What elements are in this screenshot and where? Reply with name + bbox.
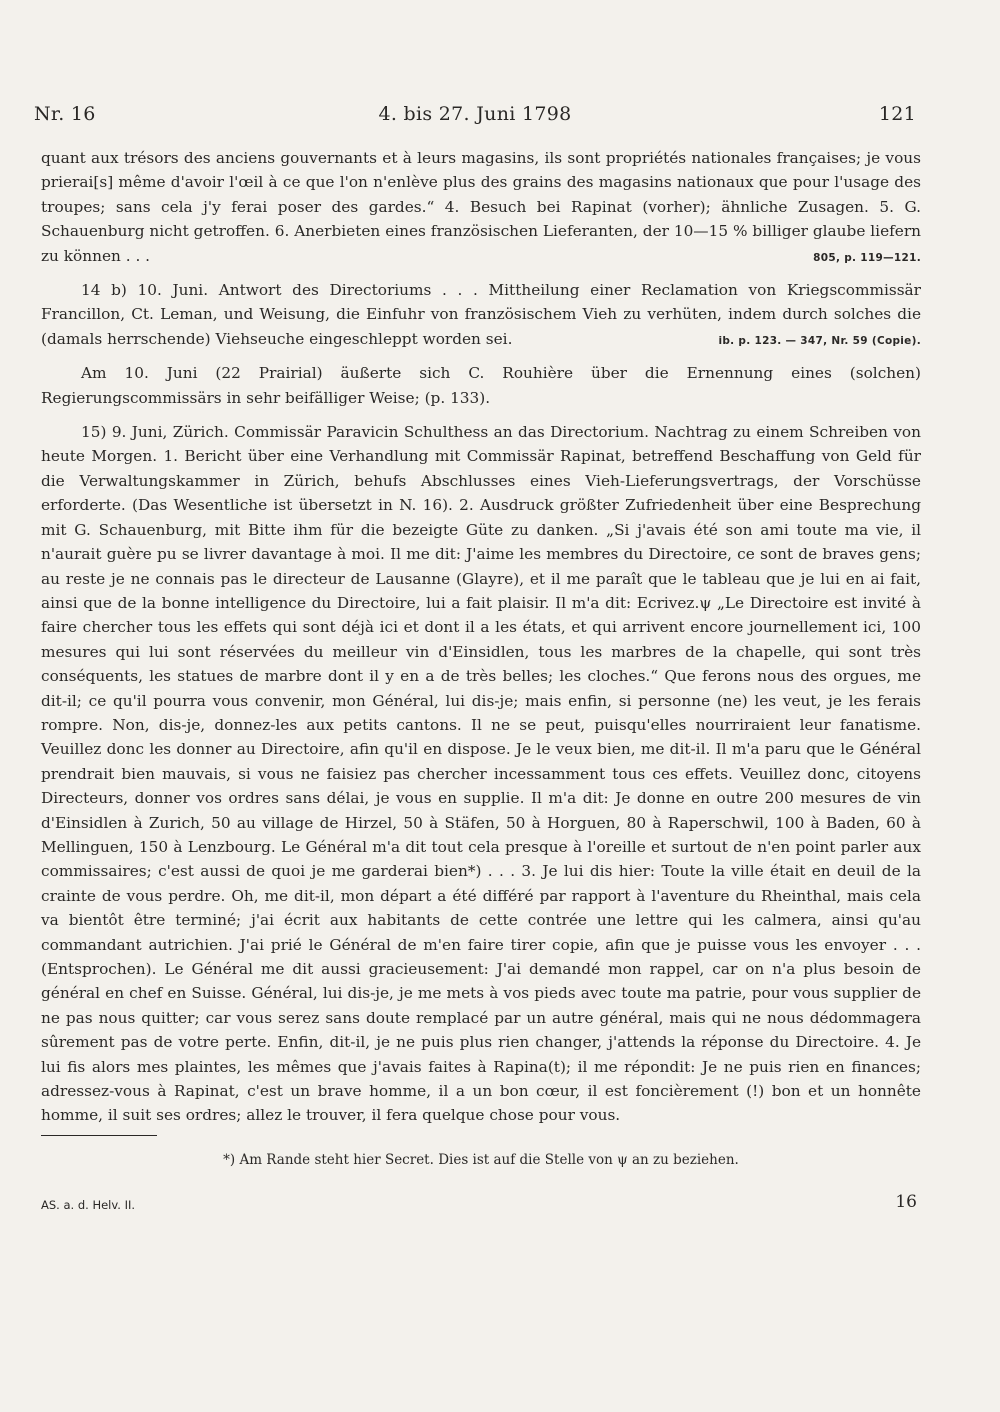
header-document-number: Nr. 16	[34, 103, 96, 125]
header-page-number: 121	[878, 103, 916, 125]
archive-reference: ib. p. 123. — 347, Nr. 59 (Copie).	[718, 334, 921, 347]
footnote-divider	[41, 1135, 157, 1136]
footer-signature: AS. a. d. Helv. II.	[41, 1198, 136, 1212]
footer-sheet-number: 16	[895, 1192, 917, 1212]
paragraph-rouhiere	[41, 361, 921, 410]
header-date-range: 4. bis 27. Juni 1798	[378, 103, 572, 125]
paragraph-text: 15) 9. Juni, Zürich. Commissär Paravicin Schulthess an das Directorium. Nachtrag zu einem Schreiben von heute Morgen. 1. Bericht über eine Verhandlung mit Commissär Rapinat, betreffend Beschaffung von Geld für die Verwaltungskammer in Zürich, behufs Abschlusses eines Vieh-Lieferungsvertrags, der Vorschüsse erforderte. (Das Wesentliche ist übersetzt in N. 16). 2. Ausdruck größter Zufriedenheit über eine Besprechung mit G. Schauenburg, mit Bitte ihm für die bezeigte Güte zu danken. „Si j'avais été son ami toute ma vie, il n'aurait guère pu se livrer davantage à moi. Il me dit: J'aime les membres du Directoire, ce sont de braves gens; au reste je ne connais pas le directeur de Lausanne (Glayre), et il me paraît que le tableau que je lui en ai fait, ainsi que de la bonne intelligence du Directoire, lui a fait plaisir. Il m'a dit: Ecrivez.ψ „Le Directoire est invité à faire chercher tous les effets qui sont déjà ici et dont il a les états, et qui arrivent encore journellement ici, 100 mesures qui lui sont réservées du meilleur vin d'Einsidlen, tous les marbres de la chapelle, qui sont très conséquents, les statues de marbre dont il y en a de très belles; les cloches.“ Que ferons nous des orgues, me dit-il; ce qu'il pourra vous convenir, mon Général, lui dis-je; mais enfin, si personne (ne) les veut, je les ferais rompre. Non, dis-je, donnez-les aux petits cantons. Il ne se peut, puisqu'elles nourriraient leur fanatisme. Veuillez donc les donner au Directoire, afin qu'il en dispose. Je le veux bien, me dit-il. Il m'a paru que le Général prendrait bien mauvais, si vous ne faisiez pas chercher incessamment tous ces effets. Veuillez donc, citoyens Directeurs, donner vos ordres sans délai, je vous en supplie. Il m'a dit: Je donne en outre 200 mesures de vin d'Einsidlen à Zurich, 50 au village de Hirzel, 50 à Stäfen, 50 à Horguen, 80 à Raperschwil, 100 à Baden, 60 à Mellinguen, 150 à Lenzbourg. Le Général m'a dit tout cela presque à l'oreille et surtout de n'en point parler aux commissaires; c'est aussi de quoi je me garderai bien*) . . . 3. Je lui dis hier: Toute la ville était en deuil de la crainte de vous perdre. Oh, me dit-il, mon départ a été différé par rapport à l'aventure du Rheinthal, mais cela va bientôt être terminé; j'ai écrit aux habitants de cette contrée une lettre qui les calmera, ainsi qu'au commandant autrichien. J'ai prié le Général de m'en faire tirer copie, afin que je puisse vous les envoyer . . . (Entsprochen). Le Général me dit aussi gracieusement: J'ai demandé mon rappel, car on n'a plus besoin de général en chef en Suisse. Général, lui dis-je, je me mets à vos pieds avec toute ma patrie, pour vous supplier de ne pas nous quitter; car vous serez sans doute remplacé par un autre général, mais qui ne nous dédommagera sûrement pas de votre perte. Enfin, dit-il, je ne puis plus rien changer, j'attends la réponse du Directoire. 4. Je lui fis alors mes plaintes, les mêmes que j'avais faites à Rapina(t); il me répondit: Je ne puis rien en finances; adressez-vous à Rapinat, c'est un brave homme, il a un bon cœur, il est foncièrement (!) bon et un honnête homme, il suit ses ordres; allez le trouver, il fera quelque chose pour vous.	[41, 423, 921, 1125]
paragraph-continuation	[41, 146, 921, 268]
paragraph-text: 14 b) 10. Juni. Antwort des Directoriums . . . Mittheilung einer Reclamation von Kriegscommissär Francillon, Ct. Leman, und Weisung, die Einfuhr von französischem Vieh zu verhüten, indem durch solches die (damals herrschende) Viehseuche eingeschleppt worden sei.	[41, 281, 921, 348]
footnote: *) Am Rande steht hier Secret. Dies ist auf die Stelle von ψ an zu beziehen.	[223, 1152, 739, 1168]
paragraph-text: quant aux trésors des anciens gouvernants et à leurs magasins, ils sont propriétés nationales françaises; je vous prierai[s] même d'avoir l'œil à ce que l'on n'enlève plus des grains des magasins nationaux que pour l'usage des troupes; sans cela j'y ferai poser des gardes.“ 4. Besuch bei Rapinat (vorher); ähnliche Zusagen. 5. G. Schauenburg nicht getroffen. 6. Anerbieten eines französischen Lieferanten, der 10—15 % billiger glaube liefern zu können . . .	[41, 149, 921, 265]
body-text	[41, 146, 921, 1128]
paragraph-entry-14b	[41, 278, 921, 351]
paragraph-entry-15	[41, 420, 921, 1128]
paragraph-text: Am 10. Juni (22 Prairial) äußerte sich C. Rouhière über die Ernennung eines (solchen) Regierungscommissärs in sehr beifälliger Weise; (p. 133).	[41, 364, 921, 407]
archive-reference: 805, p. 119—121.	[813, 251, 921, 264]
running-header	[34, 103, 916, 133]
